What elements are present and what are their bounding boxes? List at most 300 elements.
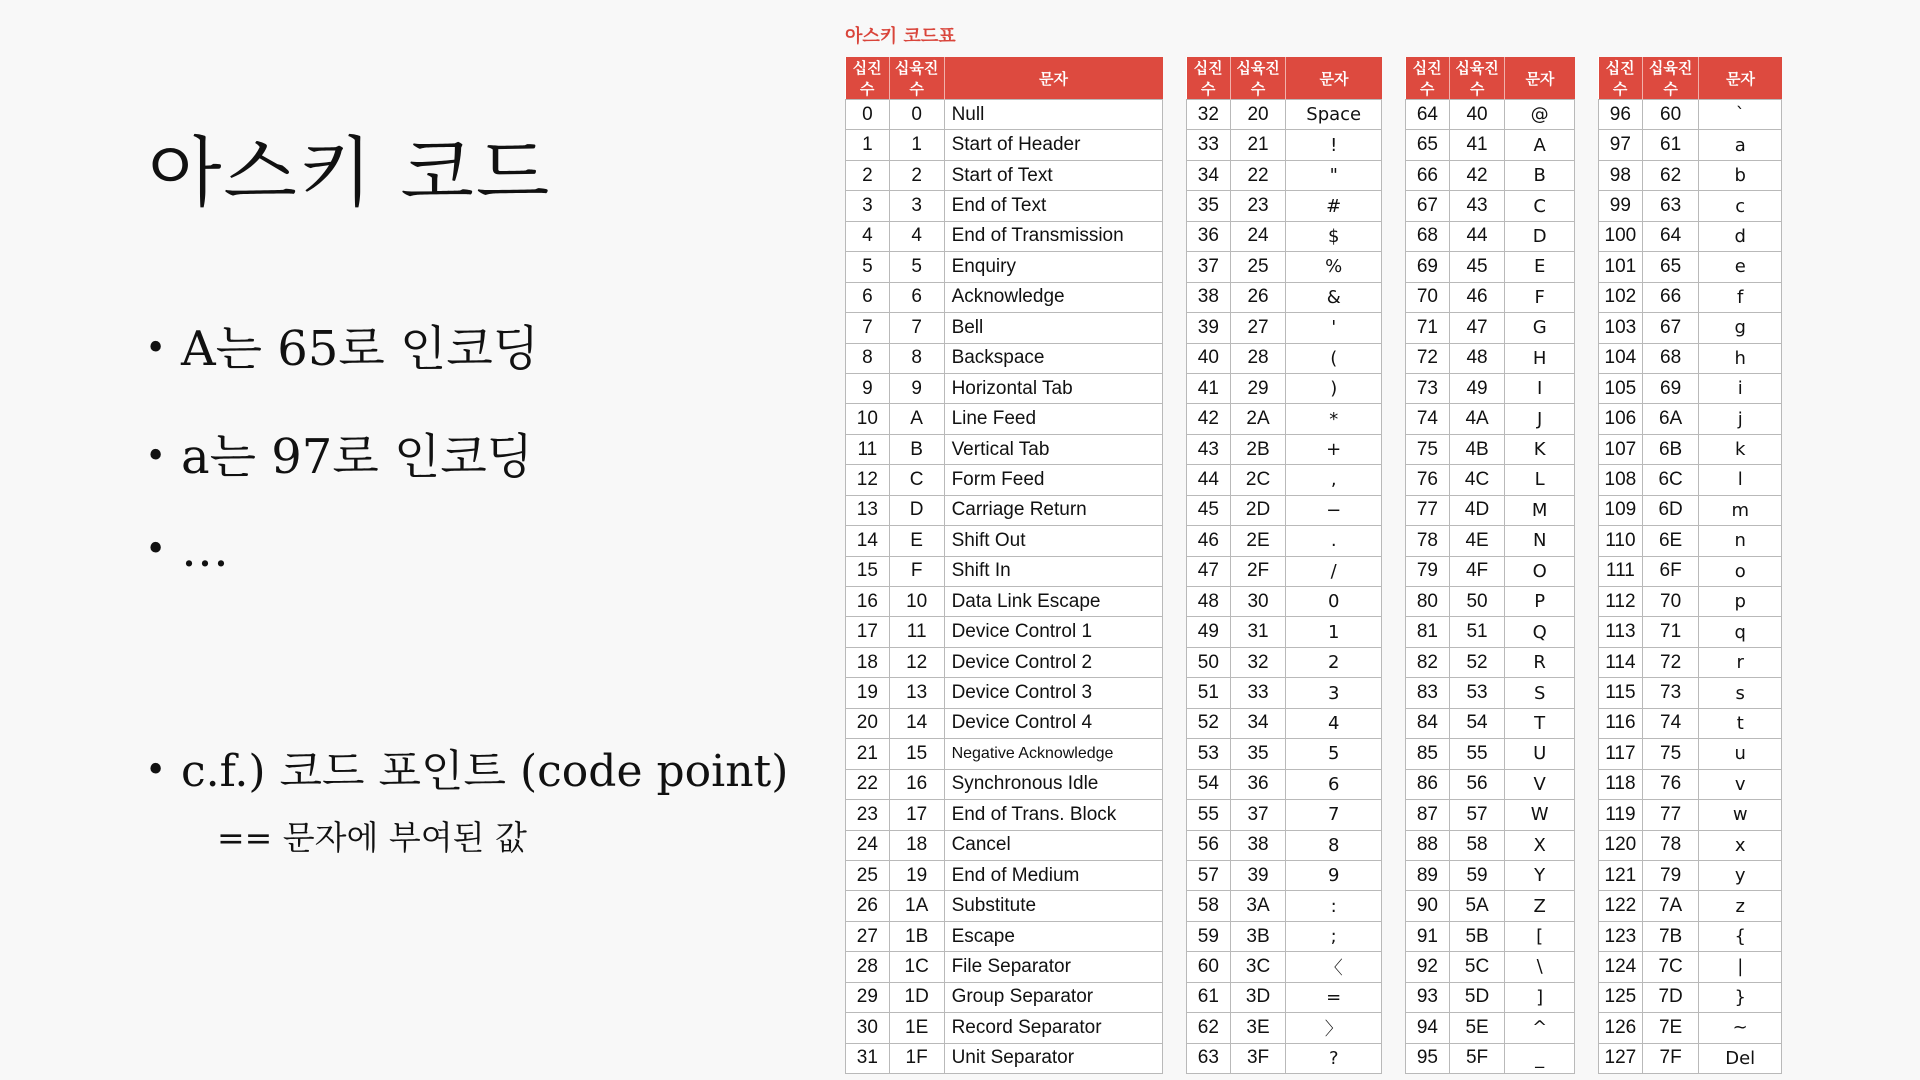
hex-cell: 4F xyxy=(1449,556,1505,586)
table-row xyxy=(1406,952,1575,982)
char-cell: Record Separator xyxy=(944,1013,1162,1043)
table-row xyxy=(1187,191,1382,221)
dec-cell: 83 xyxy=(1406,678,1450,708)
hex-cell: 51 xyxy=(1449,617,1505,647)
dec-cell: 124 xyxy=(1599,952,1643,982)
bullet-text: … xyxy=(181,522,229,578)
char-cell: } xyxy=(1699,982,1782,1012)
dec-cell: 108 xyxy=(1599,465,1643,495)
table-row xyxy=(1406,921,1575,951)
hex-cell: 20 xyxy=(1230,100,1286,130)
dec-cell: 29 xyxy=(846,982,890,1012)
table-row xyxy=(1599,252,1782,282)
table-row xyxy=(1187,587,1382,617)
table-row xyxy=(846,921,1163,951)
char-cell: ` xyxy=(1699,100,1782,130)
char-cell: p xyxy=(1699,587,1782,617)
dec-cell: 107 xyxy=(1599,434,1643,464)
char-cell: Shift Out xyxy=(944,526,1162,556)
table-row xyxy=(1187,282,1382,312)
dec-cell: 103 xyxy=(1599,313,1643,343)
char-cell: m xyxy=(1699,495,1782,525)
table-row xyxy=(1406,1013,1575,1043)
bullet-item xyxy=(145,735,788,799)
dec-cell: 112 xyxy=(1599,587,1643,617)
hex-cell: 5 xyxy=(889,252,944,282)
hex-header: 십육진수 xyxy=(1642,57,1699,100)
dec-cell: 68 xyxy=(1406,221,1450,251)
char-cell: V xyxy=(1505,769,1575,799)
dec-cell: 82 xyxy=(1406,647,1450,677)
hex-cell: 61 xyxy=(1642,130,1699,160)
char-cell: x xyxy=(1699,830,1782,860)
dec-cell: 70 xyxy=(1406,282,1450,312)
char-cell: , xyxy=(1286,465,1382,495)
table-row xyxy=(846,891,1163,921)
dec-cell: 99 xyxy=(1599,191,1643,221)
hex-cell: 50 xyxy=(1449,587,1505,617)
hex-cell: 1C xyxy=(889,952,944,982)
table-row xyxy=(1599,343,1782,373)
char-cell: # xyxy=(1286,191,1382,221)
table-row xyxy=(1187,100,1382,130)
char-cell: Z xyxy=(1505,891,1575,921)
hex-cell: 56 xyxy=(1449,769,1505,799)
table-row xyxy=(846,800,1163,830)
char-cell: Bell xyxy=(944,313,1162,343)
dec-cell: 59 xyxy=(1187,921,1231,951)
hex-cell: 27 xyxy=(1230,313,1286,343)
dec-cell: 60 xyxy=(1187,952,1231,982)
dec-cell: 122 xyxy=(1599,891,1643,921)
char-cell: 〈 xyxy=(1286,952,1382,982)
hex-cell: 5E xyxy=(1449,1013,1505,1043)
table-row xyxy=(846,708,1163,738)
table-row xyxy=(1599,769,1782,799)
table-row xyxy=(846,100,1163,130)
table-row xyxy=(1599,221,1782,251)
dec-cell: 91 xyxy=(1406,921,1450,951)
char-cell: W xyxy=(1505,800,1575,830)
bullet-item xyxy=(145,522,229,578)
hex-cell: 7F xyxy=(1642,1043,1699,1073)
table-row xyxy=(1599,860,1782,890)
dec-cell: 88 xyxy=(1406,830,1450,860)
hex-cell: 3F xyxy=(1230,1043,1286,1073)
table-row xyxy=(846,952,1163,982)
table-row xyxy=(846,982,1163,1012)
table-row xyxy=(1406,343,1575,373)
hex-cell: 11 xyxy=(889,617,944,647)
char-cell: − xyxy=(1286,495,1382,525)
table-row xyxy=(1599,495,1782,525)
hex-cell: 7 xyxy=(889,313,944,343)
char-cell: 4 xyxy=(1286,708,1382,738)
char-cell: a xyxy=(1699,130,1782,160)
dec-cell: 64 xyxy=(1406,100,1450,130)
hex-cell: 19 xyxy=(889,860,944,890)
table-row xyxy=(1599,617,1782,647)
table-row xyxy=(846,739,1163,769)
dec-cell: 77 xyxy=(1406,495,1450,525)
dec-cell: 46 xyxy=(1187,526,1231,556)
table-row xyxy=(1599,1013,1782,1043)
dec-cell: 19 xyxy=(846,678,890,708)
ascii-table-block xyxy=(1405,57,1575,1074)
table-row xyxy=(1406,1043,1575,1073)
table-row xyxy=(1406,769,1575,799)
hex-cell: 6E xyxy=(1642,526,1699,556)
table-row xyxy=(1406,739,1575,769)
char-cell: w xyxy=(1699,800,1782,830)
table-row xyxy=(1599,708,1782,738)
char-cell: Y xyxy=(1505,860,1575,890)
char-cell: ( xyxy=(1286,343,1382,373)
dec-cell: 84 xyxy=(1406,708,1450,738)
hex-cell: 36 xyxy=(1230,769,1286,799)
table-row xyxy=(1187,495,1382,525)
hex-cell: 62 xyxy=(1642,160,1699,190)
hex-cell: 30 xyxy=(1230,587,1286,617)
table-row xyxy=(846,556,1163,586)
char-cell: c xyxy=(1699,191,1782,221)
dec-cell: 104 xyxy=(1599,343,1643,373)
table-header-row xyxy=(1599,57,1782,100)
dec-cell: 93 xyxy=(1406,982,1450,1012)
dec-cell: 87 xyxy=(1406,800,1450,830)
char-cell: P xyxy=(1505,587,1575,617)
dec-cell: 40 xyxy=(1187,343,1231,373)
hex-cell: 74 xyxy=(1642,708,1699,738)
char-cell: T xyxy=(1505,708,1575,738)
hex-cell: 67 xyxy=(1642,313,1699,343)
hex-cell: 22 xyxy=(1230,160,1286,190)
table-row xyxy=(846,343,1163,373)
table-row xyxy=(1406,191,1575,221)
hex-cell: 2F xyxy=(1230,556,1286,586)
dec-cell: 110 xyxy=(1599,526,1643,556)
dec-cell: 113 xyxy=(1599,617,1643,647)
char-cell: = xyxy=(1286,982,1382,1012)
char-cell: J xyxy=(1505,404,1575,434)
table-row xyxy=(846,221,1163,251)
dec-cell: 72 xyxy=(1406,343,1450,373)
char-cell: 6 xyxy=(1286,769,1382,799)
char-cell: End of Trans. Block xyxy=(944,800,1162,830)
hex-cell: 54 xyxy=(1449,708,1505,738)
dec-cell: 126 xyxy=(1599,1013,1643,1043)
table-row xyxy=(846,130,1163,160)
table-row xyxy=(1406,800,1575,830)
table-row xyxy=(1406,708,1575,738)
table-row xyxy=(1187,252,1382,282)
dec-cell: 63 xyxy=(1187,1043,1231,1073)
hex-cell: 6F xyxy=(1642,556,1699,586)
dec-cell: 71 xyxy=(1406,313,1450,343)
char-cell: & xyxy=(1286,282,1382,312)
hex-cell: 15 xyxy=(889,739,944,769)
char-cell: X xyxy=(1505,830,1575,860)
dec-cell: 17 xyxy=(846,617,890,647)
hex-cell: 3D xyxy=(1230,982,1286,1012)
table-row xyxy=(846,373,1163,403)
hex-cell: 2 xyxy=(889,160,944,190)
bullet-dot: • xyxy=(145,529,167,570)
table-row xyxy=(1599,800,1782,830)
dec-cell: 56 xyxy=(1187,830,1231,860)
table-row xyxy=(1406,252,1575,282)
table-row xyxy=(1599,373,1782,403)
dec-cell: 20 xyxy=(846,708,890,738)
table-row xyxy=(1599,891,1782,921)
table-row xyxy=(1187,860,1382,890)
table-row xyxy=(1187,434,1382,464)
hex-cell: 1D xyxy=(889,982,944,1012)
dec-cell: 27 xyxy=(846,921,890,951)
char-cell: g xyxy=(1699,313,1782,343)
hex-cell: 2C xyxy=(1230,465,1286,495)
char-cell: Q xyxy=(1505,617,1575,647)
dec-cell: 53 xyxy=(1187,739,1231,769)
hex-cell: 69 xyxy=(1642,373,1699,403)
hex-cell: 53 xyxy=(1449,678,1505,708)
hex-cell: 16 xyxy=(889,769,944,799)
char-cell: A xyxy=(1505,130,1575,160)
table-header-row xyxy=(846,57,1163,100)
table-row xyxy=(1406,587,1575,617)
char-cell: I xyxy=(1505,373,1575,403)
table-row xyxy=(1406,678,1575,708)
dec-cell: 55 xyxy=(1187,800,1231,830)
bullet-text: a는 97로 인코딩 xyxy=(181,429,534,485)
table-row xyxy=(1187,800,1382,830)
table-row xyxy=(1187,678,1382,708)
hex-cell: B xyxy=(889,434,944,464)
char-cell: e xyxy=(1699,252,1782,282)
dec-cell: 100 xyxy=(1599,221,1643,251)
table-row xyxy=(1406,526,1575,556)
hex-cell: 39 xyxy=(1230,860,1286,890)
char-cell: Unit Separator xyxy=(944,1043,1162,1073)
hex-header: 십육진수 xyxy=(889,57,944,100)
char-cell: E xyxy=(1505,252,1575,282)
char-cell: D xyxy=(1505,221,1575,251)
char-cell: O xyxy=(1505,556,1575,586)
char-cell: Escape xyxy=(944,921,1162,951)
table-title: 아스키 코드표 xyxy=(845,26,956,47)
char-cell: Space xyxy=(1286,100,1382,130)
dec-cell: 21 xyxy=(846,739,890,769)
table-row xyxy=(1599,830,1782,860)
dec-cell: 92 xyxy=(1406,952,1450,982)
dec-cell: 95 xyxy=(1406,1043,1450,1073)
hex-cell: 4D xyxy=(1449,495,1505,525)
hex-cell: 4B xyxy=(1449,434,1505,464)
dec-cell: 66 xyxy=(1406,160,1450,190)
hex-cell: D xyxy=(889,495,944,525)
dec-cell: 67 xyxy=(1406,191,1450,221)
char-cell: v xyxy=(1699,769,1782,799)
hex-cell: 12 xyxy=(889,647,944,677)
char-cell: | xyxy=(1699,952,1782,982)
hex-cell: 1B xyxy=(889,921,944,951)
hex-cell: 29 xyxy=(1230,373,1286,403)
dec-cell: 106 xyxy=(1599,404,1643,434)
char-header: 문자 xyxy=(1286,57,1382,100)
table-row xyxy=(1406,982,1575,1012)
char-cell: Line Feed xyxy=(944,404,1162,434)
table-row xyxy=(1406,404,1575,434)
hex-cell: 73 xyxy=(1642,678,1699,708)
hex-cell: 33 xyxy=(1230,678,1286,708)
table-row xyxy=(1406,373,1575,403)
table-row xyxy=(1599,160,1782,190)
table-row xyxy=(1187,130,1382,160)
table-row xyxy=(1187,556,1382,586)
table-row xyxy=(1187,160,1382,190)
char-cell: / xyxy=(1286,556,1382,586)
table-row xyxy=(1187,708,1382,738)
dec-cell: 18 xyxy=(846,647,890,677)
char-cell: U xyxy=(1505,739,1575,769)
slide-title: 아스키 코드 xyxy=(148,128,552,217)
table-row xyxy=(1599,556,1782,586)
char-cell: Start of Text xyxy=(944,160,1162,190)
table-row xyxy=(1406,100,1575,130)
table-row xyxy=(1599,921,1782,951)
dec-cell: 62 xyxy=(1187,1013,1231,1043)
char-cell: Enquiry xyxy=(944,252,1162,282)
dec-cell: 117 xyxy=(1599,739,1643,769)
dec-cell: 6 xyxy=(846,282,890,312)
dec-cell: 57 xyxy=(1187,860,1231,890)
table-row xyxy=(846,587,1163,617)
dec-cell: 26 xyxy=(846,891,890,921)
hex-cell: 2E xyxy=(1230,526,1286,556)
char-cell: 0 xyxy=(1286,587,1382,617)
dec-cell: 76 xyxy=(1406,465,1450,495)
dec-cell: 36 xyxy=(1187,221,1231,251)
table-row xyxy=(1599,191,1782,221)
table-row xyxy=(1187,343,1382,373)
char-cell: 〉 xyxy=(1286,1013,1382,1043)
table-row xyxy=(1187,404,1382,434)
dec-cell: 15 xyxy=(846,556,890,586)
hex-cell: 3 xyxy=(889,191,944,221)
dec-cell: 127 xyxy=(1599,1043,1643,1073)
char-cell: Carriage Return xyxy=(944,495,1162,525)
dec-cell: 22 xyxy=(846,769,890,799)
dec-cell: 32 xyxy=(1187,100,1231,130)
table-row xyxy=(1187,769,1382,799)
table-row xyxy=(1187,982,1382,1012)
char-cell: o xyxy=(1699,556,1782,586)
bullet-dot: • xyxy=(145,436,167,477)
table-row xyxy=(1599,434,1782,464)
char-cell: f xyxy=(1699,282,1782,312)
char-cell: F xyxy=(1505,282,1575,312)
dec-cell: 105 xyxy=(1599,373,1643,403)
sub-note: == 문자에 부여된 값 xyxy=(217,818,527,857)
char-cell: : xyxy=(1286,891,1382,921)
dec-cell: 9 xyxy=(846,373,890,403)
table-row xyxy=(1599,404,1782,434)
table-row xyxy=(1406,434,1575,464)
char-cell: u xyxy=(1699,739,1782,769)
hex-cell: 24 xyxy=(1230,221,1286,251)
char-cell: 1 xyxy=(1286,617,1382,647)
char-cell: K xyxy=(1505,434,1575,464)
char-cell: Group Separator xyxy=(944,982,1162,1012)
hex-cell: 32 xyxy=(1230,647,1286,677)
table-row xyxy=(1406,160,1575,190)
hex-cell: 47 xyxy=(1449,313,1505,343)
char-header: 문자 xyxy=(944,57,1162,100)
dec-cell: 44 xyxy=(1187,465,1231,495)
hex-cell: 38 xyxy=(1230,830,1286,860)
table-row xyxy=(846,160,1163,190)
char-cell: L xyxy=(1505,465,1575,495)
dec-cell: 52 xyxy=(1187,708,1231,738)
dec-cell: 81 xyxy=(1406,617,1450,647)
char-cell: [ xyxy=(1505,921,1575,951)
hex-cell: 40 xyxy=(1449,100,1505,130)
table-row xyxy=(1187,617,1382,647)
table-row xyxy=(846,495,1163,525)
table-row xyxy=(1599,313,1782,343)
char-header: 문자 xyxy=(1505,57,1575,100)
hex-cell: 66 xyxy=(1642,282,1699,312)
dec-cell: 45 xyxy=(1187,495,1231,525)
char-cell: q xyxy=(1699,617,1782,647)
char-cell: 7 xyxy=(1286,800,1382,830)
dec-cell: 1 xyxy=(846,130,890,160)
dec-header: 십진수 xyxy=(1187,57,1231,100)
hex-cell: 72 xyxy=(1642,647,1699,677)
hex-cell: A xyxy=(889,404,944,434)
hex-cell: 25 xyxy=(1230,252,1286,282)
hex-cell: 31 xyxy=(1230,617,1286,647)
dec-cell: 25 xyxy=(846,860,890,890)
char-cell: . xyxy=(1286,526,1382,556)
hex-cell: 26 xyxy=(1230,282,1286,312)
dec-cell: 43 xyxy=(1187,434,1231,464)
table-row xyxy=(1187,921,1382,951)
dec-cell: 35 xyxy=(1187,191,1231,221)
dec-cell: 41 xyxy=(1187,373,1231,403)
dec-cell: 118 xyxy=(1599,769,1643,799)
dec-cell: 47 xyxy=(1187,556,1231,586)
hex-cell: 37 xyxy=(1230,800,1286,830)
dec-cell: 0 xyxy=(846,100,890,130)
hex-cell: 8 xyxy=(889,343,944,373)
hex-cell: 0 xyxy=(889,100,944,130)
char-cell: M xyxy=(1505,495,1575,525)
char-cell: ) xyxy=(1286,373,1382,403)
char-cell: Form Feed xyxy=(944,465,1162,495)
char-cell: 8 xyxy=(1286,830,1382,860)
char-cell: _ xyxy=(1505,1043,1575,1073)
char-cell: ] xyxy=(1505,982,1575,1012)
char-cell: \ xyxy=(1505,952,1575,982)
hex-cell: 4A xyxy=(1449,404,1505,434)
dec-cell: 58 xyxy=(1187,891,1231,921)
dec-cell: 114 xyxy=(1599,647,1643,677)
table-row xyxy=(1599,739,1782,769)
table-row xyxy=(1406,221,1575,251)
char-cell: C xyxy=(1505,191,1575,221)
hex-cell: 35 xyxy=(1230,739,1286,769)
